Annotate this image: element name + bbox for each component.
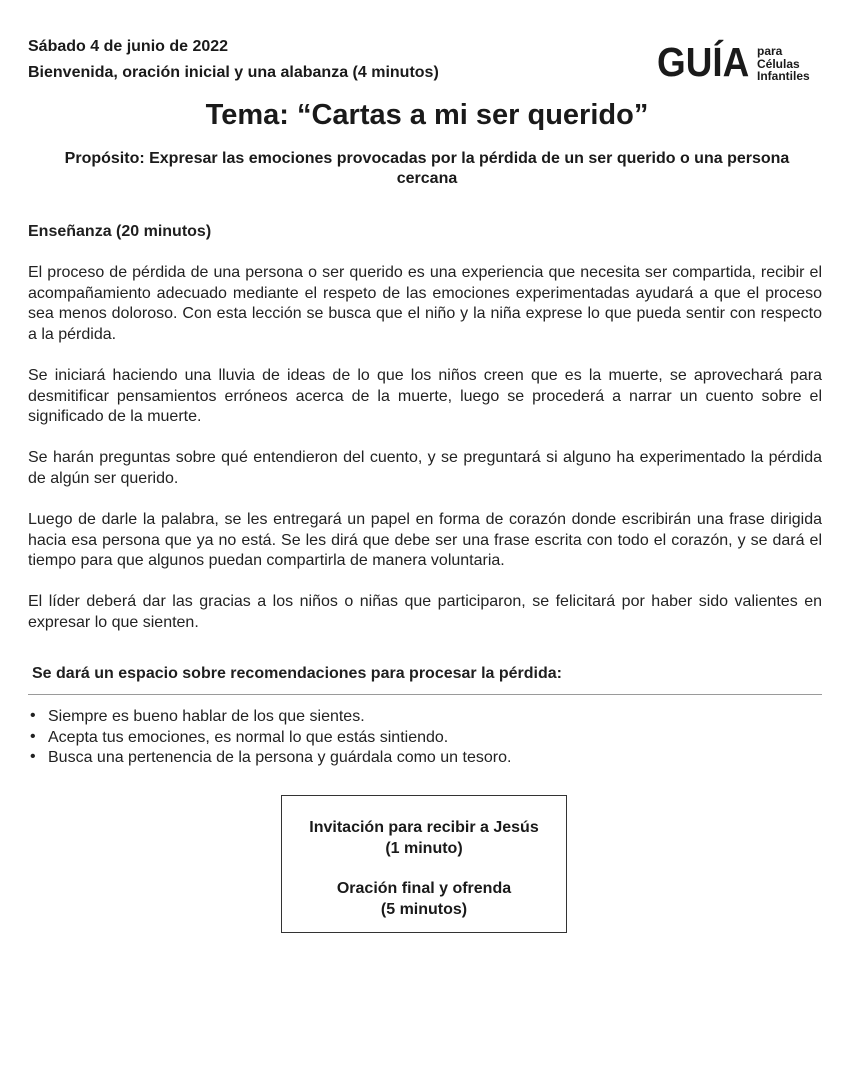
list-item	[28, 748, 511, 769]
teaching-paragraph: Luego de darle la palabra, se les entregará un papel en forma de corazón donde escribirán una frase dirigida hacia esa persona que ya no está. Se les dirá que debe ser una frase escrita con todo el corazón, y se dará el tiempo para que algunos puedan compartirla de manera voluntaria.	[28, 511, 822, 569]
prayer-duration: (5 minutos)	[380, 901, 468, 918]
prayer-label: Oración final y ofrenda	[336, 880, 512, 897]
bullet-icon: •	[30, 707, 36, 724]
recommendations-heading: Se dará un espacio sobre recomendaciones para procesar la pérdida:	[32, 665, 562, 682]
teaching-paragraph: Se iniciará haciendo una lluvia de ideas de lo que los niños creen que es la muerte, se aprovechará para desmitificar pensamientos erróneos acerca de la muerte, luego se procederá a narrar un cuento sobre el significado de la muerte.	[28, 367, 822, 425]
teaching-paragraph: El líder deberá dar las gracias a los niños o niñas que participaron, se felicitará por haber sido valientes en expresar lo que sienten.	[28, 593, 822, 631]
logo-subtitle-line: Células	[757, 56, 800, 71]
list-item	[28, 707, 511, 728]
invitation-label: Invitación para recibir a Jesús	[309, 819, 539, 836]
recommendations-list	[28, 707, 511, 769]
list-item-text: Acepta tus emociones, es normal lo que estás sintiendo.	[48, 728, 449, 746]
list-item-text: Siempre es bueno hablar de los que sientes.	[48, 708, 365, 725]
guia-logo	[657, 39, 829, 86]
bullet-icon: •	[30, 748, 36, 765]
teaching-heading: Enseñanza (20 minutos)	[28, 223, 212, 240]
lesson-title: Tema: “Cartas a mi ser querido”	[205, 99, 649, 131]
lesson-purpose: Propósito: Expresar las emociones provocadas por la pérdida de un ser querido o una persona cercana	[64, 150, 790, 187]
list-item	[28, 728, 511, 749]
list-item-text: Busca una pertenencia de la persona y guárdala como un tesoro.	[48, 749, 512, 766]
teaching-paragraph: Se harán preguntas sobre qué entendieron del cuento, y se preguntará si alguno ha experimentado la pérdida de algún ser querido.	[28, 449, 822, 487]
closing-box	[281, 795, 567, 933]
date-heading: Sábado 4 de junio de 2022	[28, 38, 229, 55]
bullet-icon: •	[30, 727, 36, 745]
teaching-paragraph: El proceso de pérdida de una persona o ser querido es una experiencia que necesita ser compartida, recibir el acompañamiento adecuado mediante el respeto de las emociones experimentadas ayudará a que el proceso sea menos doloroso. Con esta lección se busca que el niño y la niña exprese lo que pueda sentir con respecto a la pérdida.	[28, 264, 822, 343]
logo-subtitle	[757, 45, 810, 83]
logo-wordmark: GUÍA	[657, 39, 750, 85]
invitation-duration: (1 minuto)	[385, 840, 463, 857]
logo-subtitle-line: Infantiles	[757, 69, 810, 83]
opening-heading: Bienvenida, oración inicial y una alabanza (4 minutos)	[28, 64, 439, 81]
section-divider	[28, 694, 822, 695]
logo-subtitle-line: para	[757, 44, 783, 58]
